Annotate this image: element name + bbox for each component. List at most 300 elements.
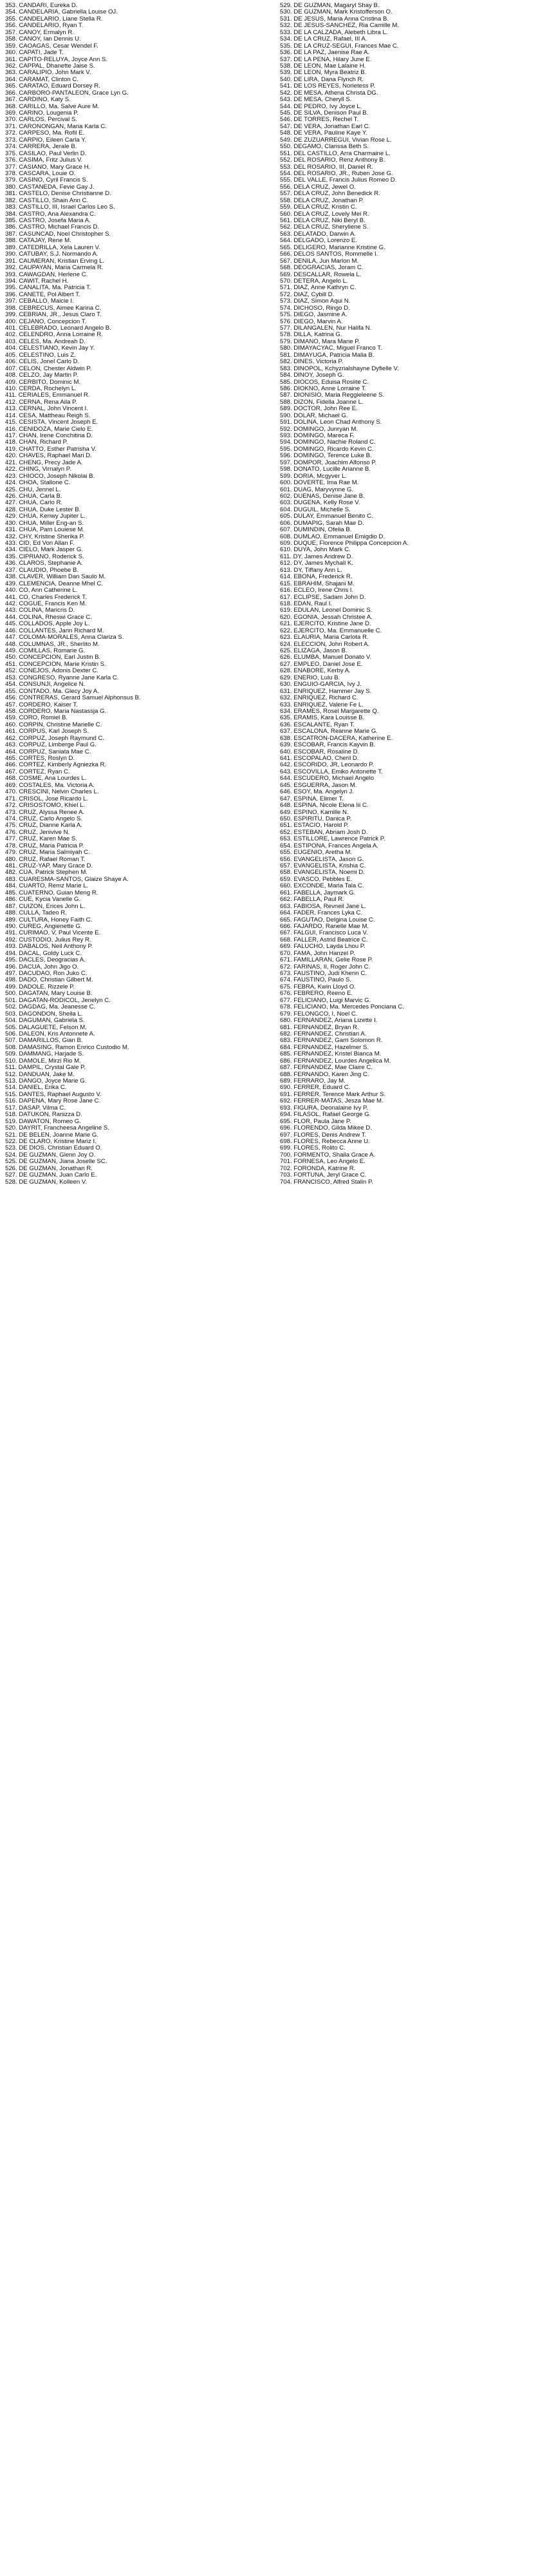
list-item: 622. EJERCITO, Ma. Emmanuelle C.: [280, 627, 382, 634]
list-item: 663. FABIOSA, Revneil Jane L.: [280, 903, 366, 910]
list-item: 370. CARLOS, Percival S.: [5, 117, 77, 124]
list-item: 508. DAMASING, Ramon Enrico Custodio M.: [5, 1044, 129, 1051]
list-item: 667. FALGUI, Francisco Luca V.: [280, 930, 368, 937]
list-item: 520. DAYRIT, Francheesa Angeline S.: [5, 1125, 109, 1132]
list-item: 418. CHAN, Richard P.: [5, 439, 68, 446]
list-item: 611. DY, James Andrew D.: [280, 553, 353, 560]
list-item: 374. CARRERA, Jerale B.: [5, 144, 77, 151]
list-item: 698. FLORES, Rebecca Anne U.: [280, 1138, 370, 1145]
list-item: 660. EXCONDE, Maria Tala C.: [280, 883, 364, 890]
list-item: 423. CHIOCO, Joseph Nikolai B.: [5, 473, 95, 480]
list-item: 500. DAGATAN, Mary Louise B.: [5, 990, 93, 998]
list-item: 378. CASCARA, Louie O.: [5, 170, 76, 177]
list-item: 673. FAUSTINO, Judi Khenn C.: [280, 971, 367, 977]
list-item: 421. CHENG, Precy Jade A.: [5, 459, 83, 466]
list-item: 668. FALLER, Astrid Beatrice C.: [280, 936, 368, 943]
list-item: 693. FIGURA, Deonalaine Ivy P.: [280, 1104, 368, 1112]
list-item: 459. CORO, Romiel B.: [5, 715, 68, 722]
list-item: 478. CRUZ, Maria Patricia P.: [5, 842, 84, 849]
list-item: 565. DELIGERO, Marianne Kristine G.: [280, 244, 385, 251]
list-item: 580. DIMAYACYAC, Miguel Franco T.: [280, 345, 382, 352]
list-item: 592. DOMINGO, Junryan M.: [280, 426, 358, 433]
list-item: 371. CARONONGAN, Maria Karla C.: [5, 123, 107, 130]
list-item: 618. EDAN, Raul I.: [280, 600, 333, 607]
list-item: 677. FELICIANO, Luigi Marvic G.: [280, 997, 371, 1004]
list-item: 637. ESCALONA, Reanne Marie G.: [280, 728, 378, 735]
list-item: 434. CIELO, Mark Jasper G.: [5, 547, 84, 554]
list-item: 441. CO, Charles Frederick T.: [5, 594, 87, 601]
list-item: 428. CHUA, Duke Lester B.: [5, 506, 81, 513]
list-item: 591. DOLINA, Leon Chad Anthony S.: [280, 419, 382, 426]
list-item: 665. FAGUTAO, Delgina Louise C.: [280, 916, 375, 923]
list-item: 654. ESTIPONA, Frances Angela A.: [280, 842, 379, 849]
list-item: 399. CEBRIAN, JR., Jesus Claro T.: [5, 312, 102, 319]
list-item: 435. CIPRIANO, Roderick S.: [5, 553, 84, 560]
names-list: [5, 3, 544, 1186]
list-item: 626. ELUMBA, Manuel Donato V.: [280, 654, 372, 661]
list-item: 648. ESPINA, Nicole Elena Iii C.: [280, 802, 369, 810]
list-item: 487. CUIZON, Erices John L.: [5, 903, 86, 910]
list-item: 476. CRUZ, Jenivive N.: [5, 829, 70, 836]
list-item: 587. DIONISIO, Maria Reggieleene S.: [280, 392, 385, 399]
list-item: 642. ESCORIDO, JR, Leonardo P.: [280, 762, 374, 769]
list-item: 480. CRUZ, Rafael Roman T.: [5, 856, 86, 863]
list-item: 381. CASTELO, Denise Christianne D.: [5, 191, 111, 198]
list-item: 561. DELA CRUZ, Niki Beryl B.: [280, 218, 366, 224]
list-item: 652. ESTEBAN, Abriam Josh D.: [280, 829, 368, 836]
list-item: 437. CLAUDIO, Phoebe B.: [5, 567, 79, 574]
list-item: 702. FORONDA, Katrine R.: [280, 1165, 356, 1172]
list-item: 521. DE BELEN, Joanne Marie G.: [5, 1132, 99, 1139]
list-item: 638. ESCATRON-DACERA, Katherine E.: [280, 735, 393, 742]
list-item: 386. CASTRO, Michael Francis D.: [5, 224, 100, 231]
list-item: 510. DAMOLE, Mirzi Rio M.: [5, 1057, 81, 1065]
list-item: 572. DIAZ, Cybill D.: [280, 291, 335, 298]
list-item: 571. DIAZ, Anne Kathryn C.: [280, 285, 357, 292]
list-item: 432. CHY, Kristine Sherika P.: [5, 533, 85, 540]
list-item: 479. CRUZ, Maria Salmiyah C.: [5, 849, 90, 857]
list-item: 578. DILLA, Katrina G.: [280, 332, 342, 339]
list-item: 377. CASIANO, Mary Grace H.: [5, 164, 91, 171]
list-item: 612. DY, James Mychall K.: [280, 560, 353, 567]
list-item: 353. CANDARI, Eureka D.: [5, 3, 78, 9]
list-item: 617. ECLIPSE, Sadam John D.: [280, 594, 366, 601]
list-item: 492. CUSTODIO, Julius Rey R.: [5, 936, 91, 943]
list-item: 576. DIEGO, Marvin A.: [280, 318, 343, 325]
list-item: 664. FADER, Frances Lyka C.: [280, 910, 363, 917]
list-item: 551. DEL CASTILLO, Arra Charmaine L.: [280, 150, 391, 157]
list-item: 404. CELESTIANO, Kevin Jay Y.: [5, 345, 95, 352]
list-item: 471. CRISOL, Jose Ricardo L.: [5, 795, 89, 802]
list-item: 406. CELIS, Jonel Carlo D.: [5, 359, 80, 366]
list-item: 690. FERRER, Eduard C.: [280, 1084, 351, 1092]
list-item: 661. FABELLA, Jaymark G.: [280, 889, 356, 896]
list-item: 466. CORTEZ, Kimberly Agniezka R.: [5, 762, 107, 769]
list-item: 424. CHOA, Stallone C.: [5, 480, 71, 487]
list-item: 493. DABALOS, Neil Anthony P.: [5, 943, 93, 951]
list-item: 502. DAGDAG, Ma. Jeanesse C.: [5, 1004, 96, 1011]
list-item: 396. CAÑETE, Pol Albert T.: [5, 291, 80, 298]
list-item: 662. FABELLA, Paul R.: [280, 896, 344, 904]
list-item: 482. CUA, Patrick Stephen M.: [5, 869, 88, 876]
list-item: 613. DY, Tiffany Ann L.: [280, 567, 342, 574]
list-item: 414. CESA, Mattheau Reigh S.: [5, 412, 91, 419]
list-item: 430. CHUA, Miller Eng-an S.: [5, 520, 84, 527]
list-item: 408. CELZO, Jay Martin P.: [5, 372, 79, 379]
list-item: 557. DELA CRUZ, John Benedick R.: [280, 191, 380, 198]
list-item: 497. DACUDAO, Ron Juko C.: [5, 971, 88, 977]
list-item: 594. DOMINGO, Nachie Roland C.: [280, 439, 376, 446]
list-item: 365. CARATAO, Eduard Dorsey R.: [5, 83, 100, 90]
list-item: 533. DE LA CALZADA, Alebeth Libra L.: [280, 29, 388, 36]
list-item: 525. DE GUZMAN, Jiana Joselle SC.: [5, 1159, 107, 1166]
list-item: 450. CONCEPCION, Earl Justin B.: [5, 654, 101, 661]
list-item: 366. CARBORO-PANTALEON, Grace Lyn G.: [5, 90, 129, 97]
left-column: [5, 3, 270, 1186]
list-item: 481. CRUZ-YAP, Mary Grace D.: [5, 863, 93, 869]
list-item: 674. FAUSTINO, Paulo S.: [280, 977, 351, 984]
list-item: 470. CRESCINI, Nelvin Charles L.: [5, 789, 99, 796]
list-item: 541. DE LOS REYES, Norietess P.: [280, 83, 376, 90]
list-item: 498. DADO, Christian Gilbert M.: [5, 977, 93, 984]
list-item: 422. CHING, Virnalyn P.: [5, 466, 71, 473]
list-item: 468. COSME, Ana Lourdes L.: [5, 775, 87, 782]
list-item: 456. CONTRERAS, Gerard Samuel Alphonsus B.: [5, 695, 141, 702]
list-item: 589. DOCTOR, John Ree E.: [280, 406, 358, 413]
list-item: 472. CRISOSTOMO, Khiel L.: [5, 802, 86, 810]
list-item: 563. DELATADO, Darwin A.: [280, 231, 357, 238]
list-item: 403. CELES, Ma. Andreah D.: [5, 338, 86, 345]
list-item: 411. CERIALES, Emmanuel R.: [5, 392, 90, 399]
list-item: 397. CEBALLO, Maicie I.: [5, 298, 74, 305]
list-item: 685. FERNANDEZ, Kristel Bianca M.: [280, 1051, 382, 1058]
list-item: 651. ESTACIO, Harold P.: [280, 822, 349, 829]
list-item: 419. CHATTO, Esther Patrisha V.: [5, 446, 97, 453]
list-item: 402. CELENDRO, Anna Lorraine R.: [5, 332, 103, 339]
list-item: 474. CRUZ, Carlo Angelo S.: [5, 815, 82, 822]
list-item: 436. CLAROS, Stephanie A.: [5, 560, 83, 567]
list-item: 627. EMPLEO, Daniel Jose E.: [280, 661, 363, 668]
list-item: 615. EBRAHIM, Shajani M.: [280, 580, 355, 587]
list-item: 670. FAMA, John Hanzel P.: [280, 950, 355, 957]
list-item: 465. CORTES, Roslyn D.: [5, 755, 75, 762]
list-item: 455. CONTADO, Ma. Glecy Joy A.: [5, 688, 99, 695]
list-item: 631. ENRIQUEZ, Hammer Jay S.: [280, 688, 372, 695]
list-item: 491. CURIMAO, V, Paul Vicente E.: [5, 930, 101, 937]
list-item: 666. FAJARDO, Ranelle Mae M.: [280, 923, 369, 930]
list-item: 545. DE SILVA, Denison Paul B.: [280, 110, 369, 117]
list-item: 603. DUGEÑA, Kelly Rose V.: [280, 500, 360, 507]
list-item: 700. FORMENTO, Shaila Grace A.: [280, 1151, 376, 1159]
list-item: 447. COLOMA-MORALES, Anna Clariza S.: [5, 634, 124, 641]
list-item: 687. FERNANDEZ, Mae Claire C.: [280, 1065, 373, 1072]
list-item: 596. DOMINGO, Terence Luke B.: [280, 453, 372, 460]
list-item: 701. FORNESA, Leo Angelo E.: [280, 1159, 366, 1166]
list-item: 658. EVANGELISTA, Noemi D.: [280, 869, 365, 876]
list-item: 692. FERRER-MATAS, Jesza Mae M.: [280, 1098, 384, 1105]
list-item: 454. CONSUNJI, Angelice N.: [5, 681, 86, 688]
list-item: 453. CONGRESO, Ryanne Jane Karla C.: [5, 674, 119, 681]
list-item: 529. DE GUZMAN, Magaryl Shay B.: [280, 3, 380, 9]
list-item: 401. CELEBRADO, Leonard Angelo B.: [5, 325, 111, 332]
list-item: 610. DUYA, John Mark C.: [280, 547, 351, 554]
list-item: 583. DINOPOL, Kchyzrialshayne Dyfielle V.: [280, 365, 399, 372]
list-item: 694. FILASOL, Rafael George G.: [280, 1112, 371, 1119]
list-item: 534. DE LA CRUZ, Rafael, III A.: [280, 36, 367, 43]
list-item: 676. FEBRERO, Reeno E.: [280, 990, 353, 998]
list-item: 528. DE GUZMAN, Kolleen V.: [5, 1179, 88, 1186]
list-item: 490. CUREG, Angienette G.: [5, 923, 82, 930]
list-item: 484. CUARTO, Remz Marie L.: [5, 883, 89, 890]
list-item: 429. CHUA, Kenwy Jupiter L.: [5, 513, 86, 520]
list-item: 509. DAMMANG, Harjade S.: [5, 1051, 84, 1058]
list-item: 462. CORPUZ, Joseph Raymund C.: [5, 735, 105, 742]
list-item: 590. DOLAR, Michael G.: [280, 412, 348, 419]
list-item: 463. CORPUZ, Limberge Paul G.: [5, 742, 97, 749]
list-item: 420. CHAVES, Raphael Mari D.: [5, 453, 92, 460]
list-item: 570. DETERA, Angelo L.: [280, 278, 348, 285]
list-item: 649. ESPINO, Kamille N.: [280, 809, 349, 816]
list-item: 392. CAUPAYAN, Maria Carmela R.: [5, 265, 104, 272]
list-item: 483. CUARESMA-SANTOS, Glaize Shaye A.: [5, 876, 129, 883]
list-item: 543. DE MESA, Cheryll S.: [280, 97, 352, 104]
list-item: 389. CATEDRILLA, Xela Lauren V.: [5, 244, 100, 251]
list-item: 624. ELECCION, John Robert A.: [280, 641, 370, 648]
list-item: 641. ESCOPALAO, Cheril D.: [280, 755, 359, 762]
list-item: 357. CANOY, Ermalyn R.: [5, 29, 74, 36]
list-item: 361. CAPITO-RELUYA, Joyce Ann S.: [5, 56, 108, 63]
list-item: 559. DELA CRUZ, Kristin C.: [280, 204, 357, 211]
list-item: 457. CORDERO, Kaiser T.: [5, 701, 78, 708]
list-item: 507. DAMARILLOS, Gian B.: [5, 1037, 83, 1045]
list-item: 555. DEL VALLE, Francis Julius Romeo D.: [280, 177, 397, 184]
list-item: 566. DELOS SANTOS, Rommelle I.: [280, 251, 378, 258]
list-item: 614. EBOÑA, Frederick R.: [280, 574, 353, 581]
list-item: 560. DELA CRUZ, Lovely Mei R.: [280, 211, 369, 218]
list-item: 691. FERRER, Terence Mark Arthur S.: [280, 1091, 386, 1098]
list-item: 675. FEBRA, Kwin Lloyd O.: [280, 983, 356, 990]
list-item: 513. DANGO, Joyce Marie G.: [5, 1078, 87, 1084]
list-item: 682. FERNANDEZ, Christian A.: [280, 1030, 367, 1037]
list-item: 523. DE DIOS, Christian Eduard O.: [5, 1145, 102, 1152]
list-item: 681. FERNANDEZ, Bryan R.: [280, 1024, 359, 1031]
list-item: 473. CRUZ, Alyssa Renee A.: [5, 809, 85, 816]
list-item: 380. CASTAÑEDA, Fevie Gay J.: [5, 184, 95, 191]
list-item: 440. CO, Ann Catherine L.: [5, 587, 78, 594]
list-item: 515. DANTES, Raphael Augusto V.: [5, 1091, 102, 1098]
list-item: 372. CARPESO, Ma. Rofil E.: [5, 130, 85, 137]
list-item: 531. DE JESUS, Maria Anna Cristina B.: [280, 15, 389, 23]
list-item: 540. DE LIRA, Dana Flynch R.: [280, 76, 364, 83]
list-item: 511. DAMPIL, Crystal Gale P.: [5, 1065, 86, 1072]
list-item: 634. ERAMES, Rosel Margarette Q.: [280, 708, 379, 715]
list-item: 640. ESCOBAR, Rosaline D.: [280, 748, 360, 755]
list-item: 467. CORTEZ, Ryan C.: [5, 768, 70, 775]
list-item: 438. CLAVER, William Dan Saulo M.: [5, 574, 106, 581]
list-item: 657. EVANGELISTA, Krishia C.: [280, 863, 366, 869]
list-item: 680. FERNANDEZ, Ariana Lizette I.: [280, 1018, 378, 1025]
list-item: 398. CEBRECUS, Aimee Karina C.: [5, 305, 102, 312]
list-item: 382. CASTILLO, Shain Ann C.: [5, 197, 89, 204]
list-item: 410. CERDA, Rochelyn L.: [5, 385, 77, 392]
list-item: 530. DE GUZMAN, Mark Kristofferson O.: [280, 9, 393, 16]
list-item: 387. CASUNCAD, Noel Christopher S.: [5, 231, 111, 238]
list-item: 416. CEÑIDOZA, Marie Cielo E.: [5, 426, 93, 433]
list-item: 568. DEOGRACIAS, Joram C.: [280, 265, 364, 272]
list-item: 464. CORPUZ, Saniata Mae C.: [5, 748, 91, 755]
list-item: 600. DOVERTE, Ima Rae M.: [280, 480, 359, 487]
list-item: 425. CHU, Jennel L.: [5, 486, 61, 493]
list-item: 656. EVANGELISTA, Jason G.: [280, 856, 364, 863]
list-item: 582. DINES, Victoria P.: [280, 359, 344, 366]
list-item: 621. EJERCITO, Kristine Jane D.: [280, 621, 371, 628]
list-item: 573. DIAZ, Simon Aqui N.: [280, 298, 351, 305]
list-item: 598. DONATO, Lucille Arianne B.: [280, 466, 371, 473]
list-item: 537. DE LA PEÑA, Hilary June E.: [280, 56, 372, 63]
list-item: 699. FLORES, Rolito C.: [280, 1145, 346, 1152]
list-item: 524. DE GUZMAN, Glenn Joy O.: [5, 1151, 96, 1159]
list-item: 562. DELA CRUZ, Sheryliene S.: [280, 224, 369, 231]
list-item: 494. DACAL, Goldy Luck C.: [5, 950, 82, 957]
list-item: 597. DOMPOR, Joachim Alfonso P.: [280, 459, 377, 466]
list-item: 390. CATUBAY, S.J. Normando A.: [5, 251, 98, 258]
list-item: 602. DUEÑAS, Denise Jane B.: [280, 493, 365, 500]
list-item: 697. FLORES, Denis Andrew T.: [280, 1132, 367, 1139]
list-item: 364. CARAMAT, Clinton C.: [5, 76, 79, 83]
list-item: 593. DOMINGO, Mareca F.: [280, 433, 355, 439]
list-item: 375. CASILAO, Paul Verlin D.: [5, 150, 87, 157]
list-item: 445. COLLADOS, Apple Joy L.: [5, 621, 90, 628]
list-item: 601. DUAG, Maryvynne G.: [280, 486, 354, 493]
list-item: 522. DE CLARO, Kristine Mariz I.: [5, 1138, 97, 1145]
right-column: [280, 3, 544, 1186]
list-item: 367. CARDIÑO, Katy S.: [5, 97, 71, 104]
list-item: 388. CATAJAY, Rene M.: [5, 238, 71, 245]
list-item: 549. DE ZUZUARREGUI, Vivian Rose L.: [280, 137, 392, 144]
list-item: 503. DAGONDON, Sheila L.: [5, 1010, 83, 1018]
list-item: 379. CASIÑO, Cyril Francis S.: [5, 177, 88, 184]
list-item: 517. DASAP, Vilma C.: [5, 1104, 66, 1112]
list-item: 373. CARPIO, Eileen Carla Y.: [5, 137, 87, 144]
list-item: 620. EGONIA, Jessah Christee A.: [280, 614, 373, 621]
list-item: 607. DUMINDIN, Ofelia B.: [280, 527, 352, 534]
list-item: 413. CERNAL, John Vincent I.: [5, 406, 88, 413]
list-item: 688. FERNANDO, Karen Jing C.: [280, 1071, 369, 1078]
list-item: 550. DEGAMO, Clarissa Beth S.: [280, 144, 369, 151]
list-item: 362. CAPPAL, Dhanette Jaise S.: [5, 62, 95, 70]
list-item: 519. DAWATON, Romeo G.: [5, 1118, 81, 1125]
list-item: 552. DEL ROSARIO, Renz Anthony B.: [280, 157, 385, 164]
list-item: 686. FERNANDEZ, Lourdes Angelica M.: [280, 1057, 391, 1065]
list-item: 554. DEL ROSARIO, JR., Ruben Jose G.: [280, 170, 393, 177]
list-item: 506. DALEON, Kris Antonnete A.: [5, 1030, 95, 1037]
list-item: 488. CULLA, Tadeo R.: [5, 910, 67, 917]
list-item: 433. CID, Ed Von Allan F.: [5, 540, 75, 547]
list-item: 636. ESCALANTE, Ryan T.: [280, 721, 355, 728]
list-item: 629. ENERIO, Lulu B.: [280, 674, 340, 681]
list-item: 623. ELAURIA, Maria Carlota R.: [280, 634, 369, 641]
list-item: 469. COSTALES, Ma. Victoria A.: [5, 782, 95, 789]
list-item: 356. CANDELARIO, Ryan T.: [5, 23, 84, 30]
list-item: 376. CASIMA, Fritz Julius V.: [5, 157, 83, 164]
list-item: 650. ESPIRITU, Danica P.: [280, 815, 352, 822]
list-item: 575. DIEGO, Jasmine A.: [280, 312, 348, 319]
list-item: 501. DAGATAN-RODICOL, Jenelyn C.: [5, 997, 111, 1004]
list-item: 577. DILANGALEN, Nur Halifa N.: [280, 325, 372, 332]
list-item: 645. ESGUERRA, Jason M.: [280, 782, 357, 789]
list-item: 608. DUMLAO, Emmanuel Emigdio D.: [280, 533, 385, 540]
list-item: 643. ESCOVILLA, Emiko Antonette T.: [280, 768, 383, 775]
list-item: 655. EUGENIO, Aretha M.: [280, 849, 352, 857]
list-item: 556. DELA CRUZ, Jewel O.: [280, 184, 356, 191]
list-item: 599. DORIA, Mcgyver L.: [280, 473, 347, 480]
list-item: 542. DE MESA, Athena Christa DG.: [280, 90, 378, 97]
list-item: 448. COLUMNAS, JR., Sherlito M.: [5, 641, 100, 648]
list-item: 619. EDULAN, Leonel Dominic S.: [280, 607, 373, 614]
list-item: 632. ENRIQUEZ, Richard C.: [280, 695, 358, 702]
list-item: 647. ESPINA, Elimer T.: [280, 795, 344, 802]
list-item: 427. CHUA, Carlo R.: [5, 500, 63, 507]
list-item: 407. CELON, Chester Aldwin P.: [5, 365, 92, 372]
list-item: 360. CAPATI, Jade T.: [5, 50, 64, 57]
list-item: 477. CRUZ, Karen Mae S.: [5, 836, 77, 843]
list-item: 359. CAOAGAS, Cesar Wendel F.: [5, 43, 98, 50]
list-item: 628. ENABORE, Kerby A.: [280, 668, 351, 675]
list-item: 355. CANDELARIO, Liane Stella R.: [5, 15, 103, 23]
list-item: 579. DIMANO, Mara Marie P.: [280, 338, 360, 345]
list-item: 564. DELGADO, Lorenzo E.: [280, 238, 357, 245]
list-item: 527. DE GUZMAN, Juan Carlo E.: [5, 1172, 97, 1179]
list-item: 544. DE PEDRO, Ivy Joyce L.: [280, 103, 362, 110]
list-item: 567. DENILA, Jun Marlon M.: [280, 258, 359, 265]
list-item: 514. DANIEL, Erika C.: [5, 1084, 67, 1092]
list-item: 586. DIOKNO, Anne Lorraine T.: [280, 385, 367, 392]
list-item: 672. FARIÑAS, II, Roger John C.: [280, 963, 371, 971]
list-item: 532. DE JESUS-SANCHEZ, Ria Camille M.: [280, 23, 399, 30]
list-item: 426. CHUA, Carla B.: [5, 493, 62, 500]
list-item: 475. CRUZ, Dianne Karla A.: [5, 822, 82, 829]
list-item: 606. DUMAPIG, Sarah Mae D.: [280, 520, 364, 527]
list-item: 417. CHAN, Irene Conchitina D.: [5, 433, 93, 439]
list-item: 704. FRANCISCO, Alfred Stalin P.: [280, 1179, 373, 1186]
list-item: 659. EVASCO, Pebbles E.: [280, 876, 353, 883]
list-item: 504. DAGUMAN, Gabriela S.: [5, 1018, 85, 1025]
list-item: 644. ESCUDERO, Michael Angelo: [280, 775, 375, 782]
list-item: 548. DE VERA, Pauline Kaye Y.: [280, 130, 367, 137]
list-item: 505. DALAGUETE, Felson M.: [5, 1024, 87, 1031]
list-item: 446. COLLANTES, Jann Richard M.: [5, 627, 104, 634]
list-item: 546. DE TORRES, Rechel T.: [280, 117, 359, 124]
list-item: 605. DULAY, Emmanuel Benito C.: [280, 513, 373, 520]
list-item: 558. DELA CRUZ, Jonathan P.: [280, 197, 364, 204]
list-item: 431. CHUA, Pam Louiese M.: [5, 527, 85, 534]
list-item: 443. COLINA, Maricris D.: [5, 607, 75, 614]
list-item: 383. CASTILLO, III, Israel Carlos Leo S.: [5, 204, 115, 211]
list-item: 553. DEL ROSARIO, III, Daniel R.: [280, 164, 373, 171]
list-item: 412. CERNA, Rena Aila P.: [5, 399, 77, 406]
list-item: 391. CAUMERAN, Kristian Erving L.: [5, 258, 105, 265]
list-item: 369. CARIÑO, Lougenia P.: [5, 110, 79, 117]
list-item: 630. ENGUIO-GARCIA, Ivy J.: [280, 681, 362, 688]
list-item: 585. DIOCOS, Eduisa Rosiite C.: [280, 379, 369, 386]
list-item: 536. DE LA PAZ, Jaenise Rae A.: [280, 50, 370, 57]
list-item: 516. DAPENA, Mary Rose Jane C.: [5, 1098, 101, 1105]
list-item: 625. ELIZAGA, Jason B.: [280, 648, 348, 654]
list-item: 451. CONCEPCION, Marie Kristin S.: [5, 661, 106, 668]
list-item: 449. COMILLAS, Romarie G.: [5, 648, 86, 654]
list-item: 588. DIZON, Fidella Joanne L.: [280, 399, 364, 406]
list-item: 609. DUQUE, Florence Philippa Concepcion A.: [280, 540, 409, 547]
